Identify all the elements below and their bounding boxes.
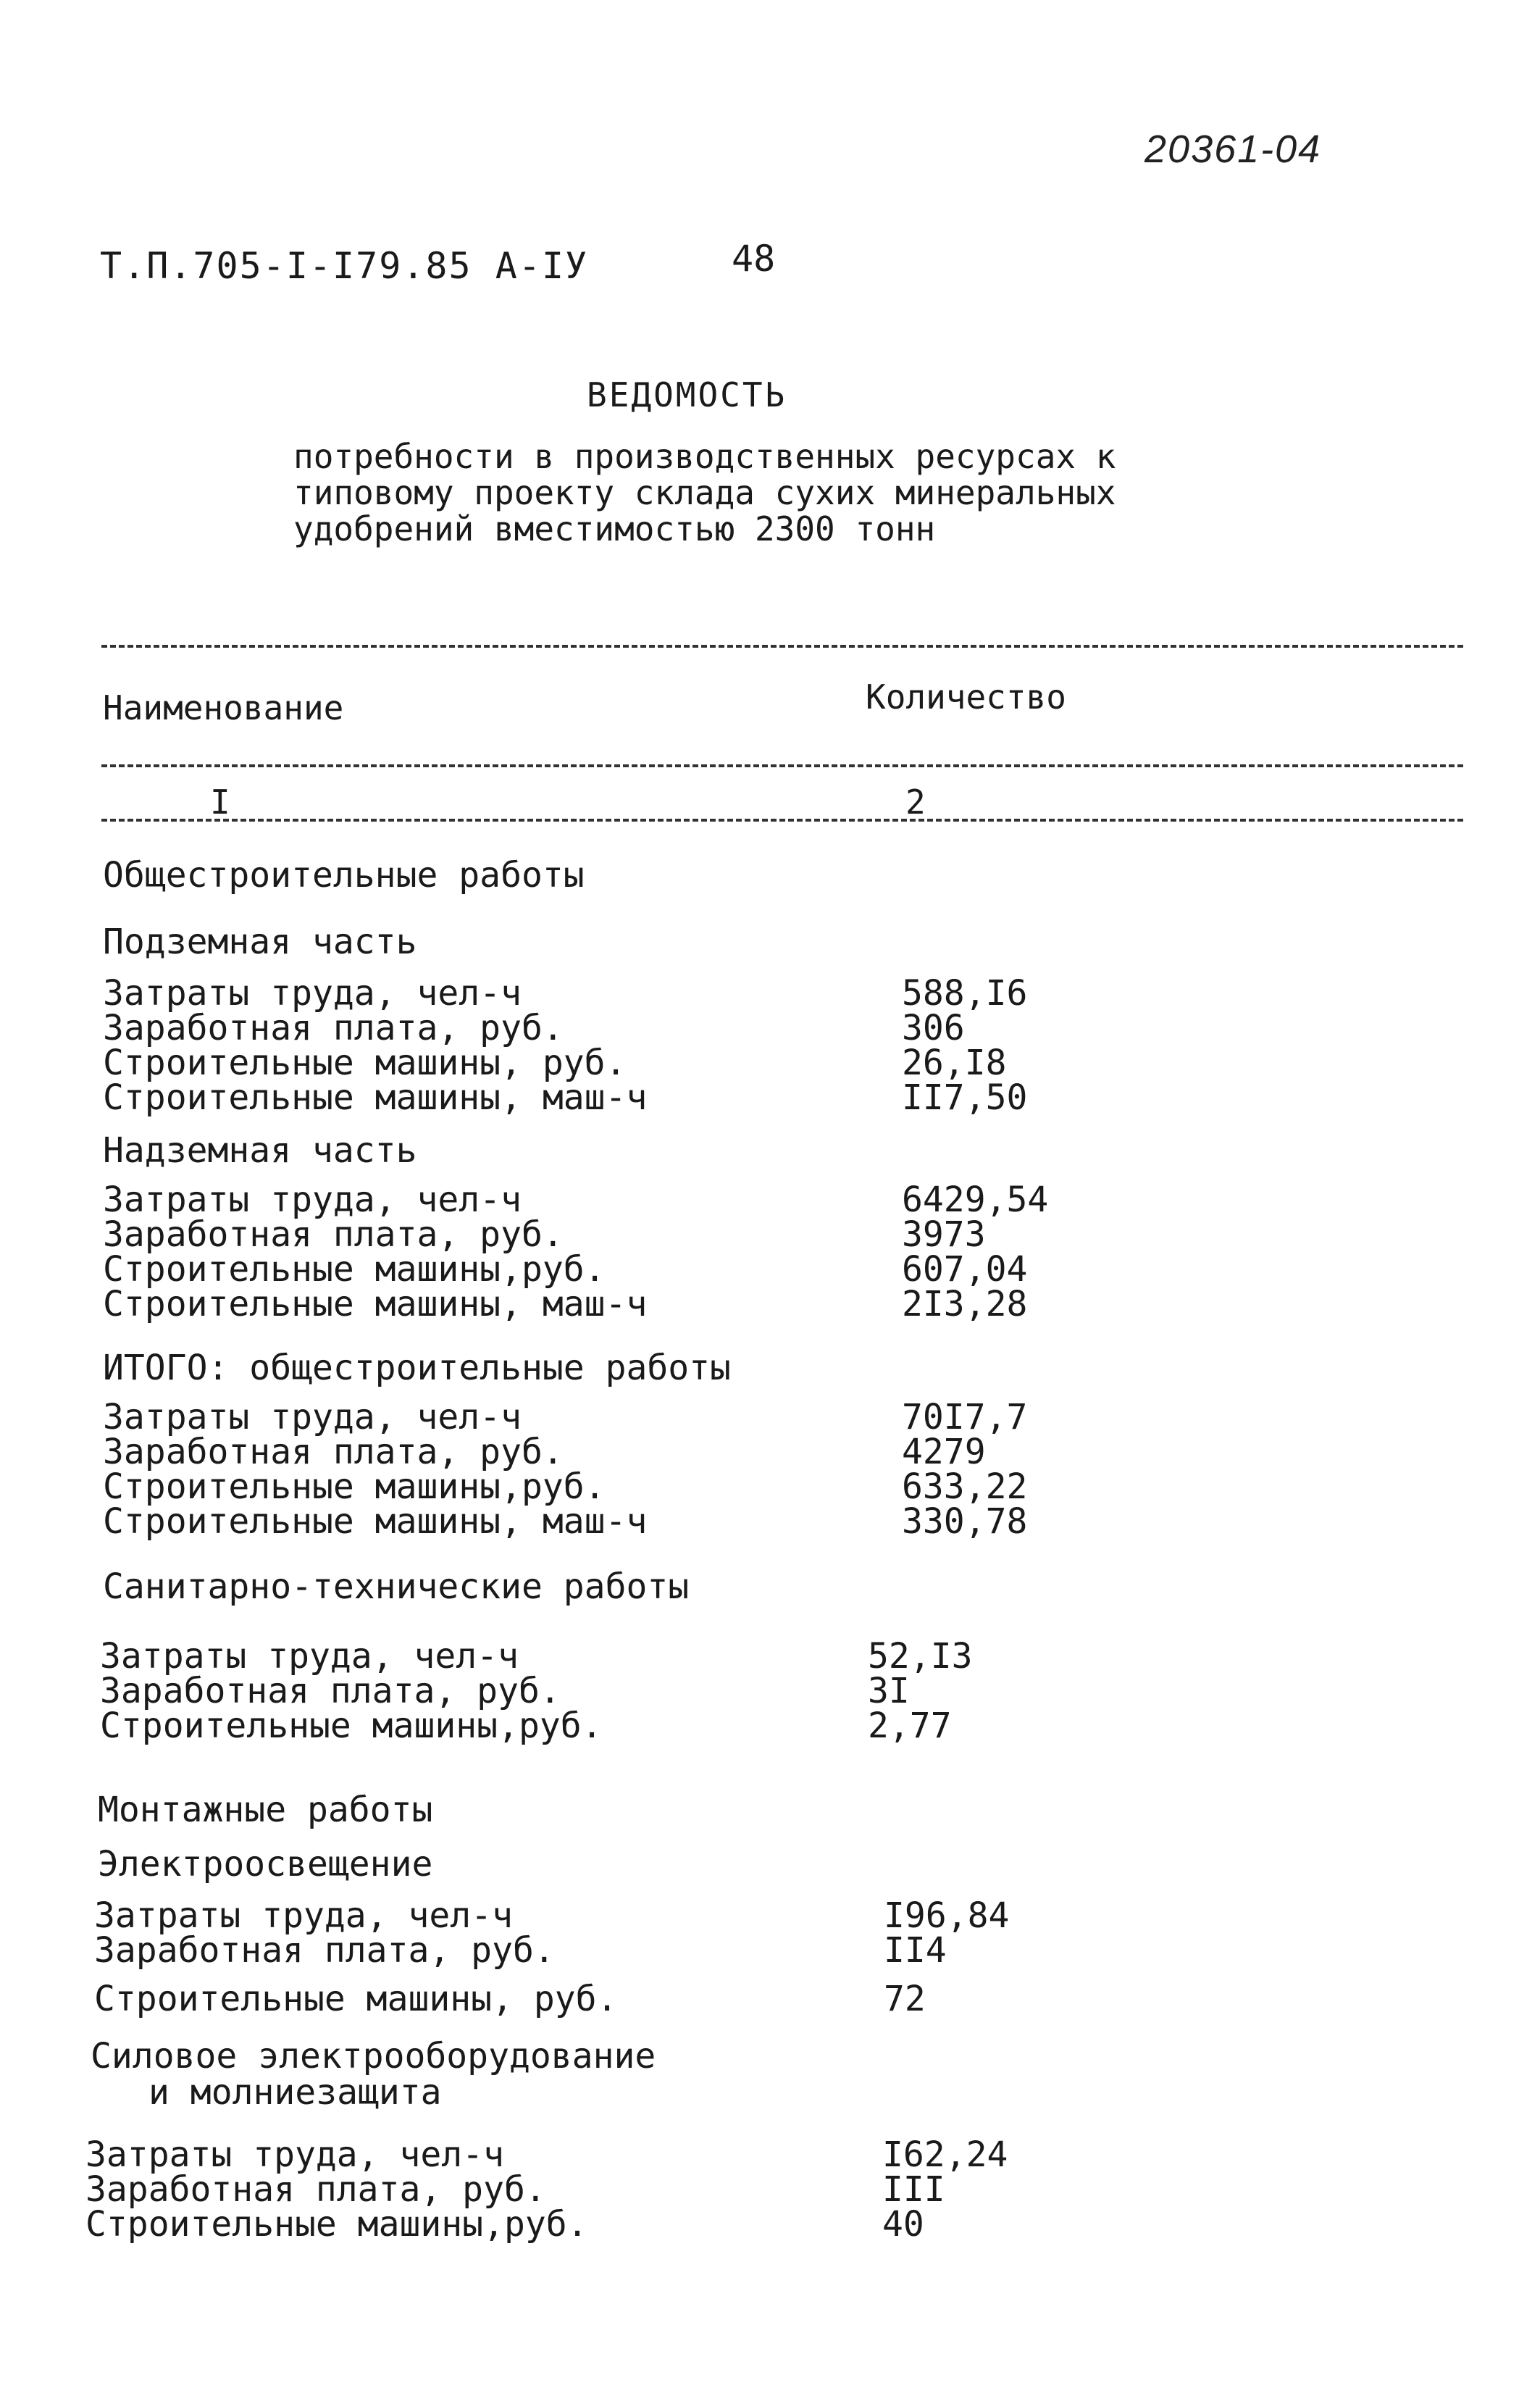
archive-stamp: 20361-04	[1144, 128, 1322, 171]
subsection-lightning-protection: и молниезащита	[148, 2072, 442, 2113]
row-value: 26,I8	[902, 1043, 1007, 1083]
row-label: Затраты труда, чел-ч	[94, 1895, 513, 1936]
section-sanitary-works: Санитарно-технические работы	[103, 1566, 690, 1607]
row-label: Строительные машины, руб.	[103, 1043, 627, 1083]
row-label: Затраты труда, чел-ч	[103, 1180, 522, 1220]
row-label: Строительные машины,руб.	[100, 1706, 603, 1746]
subtitle-line: типовому проекту склада сухих минеральных	[293, 473, 1116, 512]
row-label: Строительные машины, маш-ч	[103, 1284, 648, 1324]
document-title: ВЕДОМОСТЬ	[587, 375, 787, 414]
row-value: 3973	[902, 1214, 986, 1255]
row-value: II7,50	[902, 1077, 1028, 1118]
document-number: Т.П.705-I-I79.85 А-IУ	[100, 245, 589, 287]
column-number-name: I	[210, 782, 230, 822]
row-label: Заработная плата, руб.	[103, 1432, 564, 1472]
row-label: Строительные машины, руб.	[94, 1979, 618, 2019]
subsection-power-equipment: Силовое электрооборудование	[91, 2036, 656, 2076]
row-value: 40	[882, 2204, 924, 2245]
subtitle-line: удобрений вместимостью 2300 тонн	[293, 509, 936, 548]
row-value: 2I3,28	[902, 1284, 1028, 1324]
row-value: 4279	[902, 1432, 986, 1472]
row-label: Строительные машины,руб.	[85, 2204, 588, 2245]
row-label: Заработная плата, руб.	[85, 2169, 546, 2210]
subsection-underground: Подземная часть	[103, 922, 417, 962]
page-number: 48	[732, 238, 776, 280]
column-header-name: Наименование	[103, 688, 344, 727]
table-rule-middle	[101, 764, 1463, 767]
row-value: 306	[902, 1008, 965, 1048]
column-number-quantity: 2	[905, 782, 926, 822]
subtitle-line: потребности в производственных ресурсах к	[293, 437, 1116, 476]
row-label: Заработная плата, руб.	[103, 1214, 564, 1255]
total-general-works: ИТОГО: общестроительные работы	[103, 1348, 731, 1388]
row-value: 607,04	[902, 1249, 1028, 1290]
row-value: III	[882, 2169, 945, 2210]
row-value: 330,78	[902, 1501, 1028, 1542]
row-label: Строительные машины, маш-ч	[103, 1077, 648, 1118]
row-value: 70I7,7	[902, 1397, 1028, 1437]
row-value: II4	[884, 1930, 947, 1971]
row-value: I96,84	[884, 1895, 1010, 1936]
document-subtitle	[293, 438, 1116, 547]
column-header-quantity: Количество	[866, 677, 1066, 717]
row-label: Затраты труда, чел-ч	[85, 2134, 504, 2175]
subsection-lighting: Электроосвещение	[98, 1844, 433, 1884]
row-label: Строительные машины,руб.	[103, 1466, 606, 1507]
row-value: 2,77	[868, 1706, 952, 1746]
row-value: 6429,54	[902, 1180, 1049, 1220]
row-value: 3I	[868, 1671, 910, 1711]
row-label: Затраты труда, чел-ч	[100, 1636, 519, 1677]
row-label: Затраты труда, чел-ч	[103, 973, 522, 1014]
section-mounting-works: Монтажные работы	[98, 1790, 433, 1830]
table-rule-top	[101, 645, 1463, 648]
row-label: Строительные машины, маш-ч	[103, 1501, 648, 1542]
row-label: Заработная плата, руб.	[100, 1671, 561, 1711]
row-value: 588,I6	[902, 973, 1028, 1014]
section-general-works: Общестроительные работы	[103, 855, 585, 896]
row-value: 72	[884, 1979, 926, 2019]
row-value: 52,I3	[868, 1636, 973, 1677]
row-value: I62,24	[882, 2134, 1008, 2175]
table-rule-bottom	[101, 819, 1463, 822]
row-label: Затраты труда, чел-ч	[103, 1397, 522, 1437]
row-label: Заработная плата, руб.	[103, 1008, 564, 1048]
subsection-aboveground: Надземная часть	[103, 1130, 417, 1171]
row-value: 633,22	[902, 1466, 1028, 1507]
row-label: Строительные машины,руб.	[103, 1249, 606, 1290]
row-label: Заработная плата, руб.	[94, 1930, 555, 1971]
